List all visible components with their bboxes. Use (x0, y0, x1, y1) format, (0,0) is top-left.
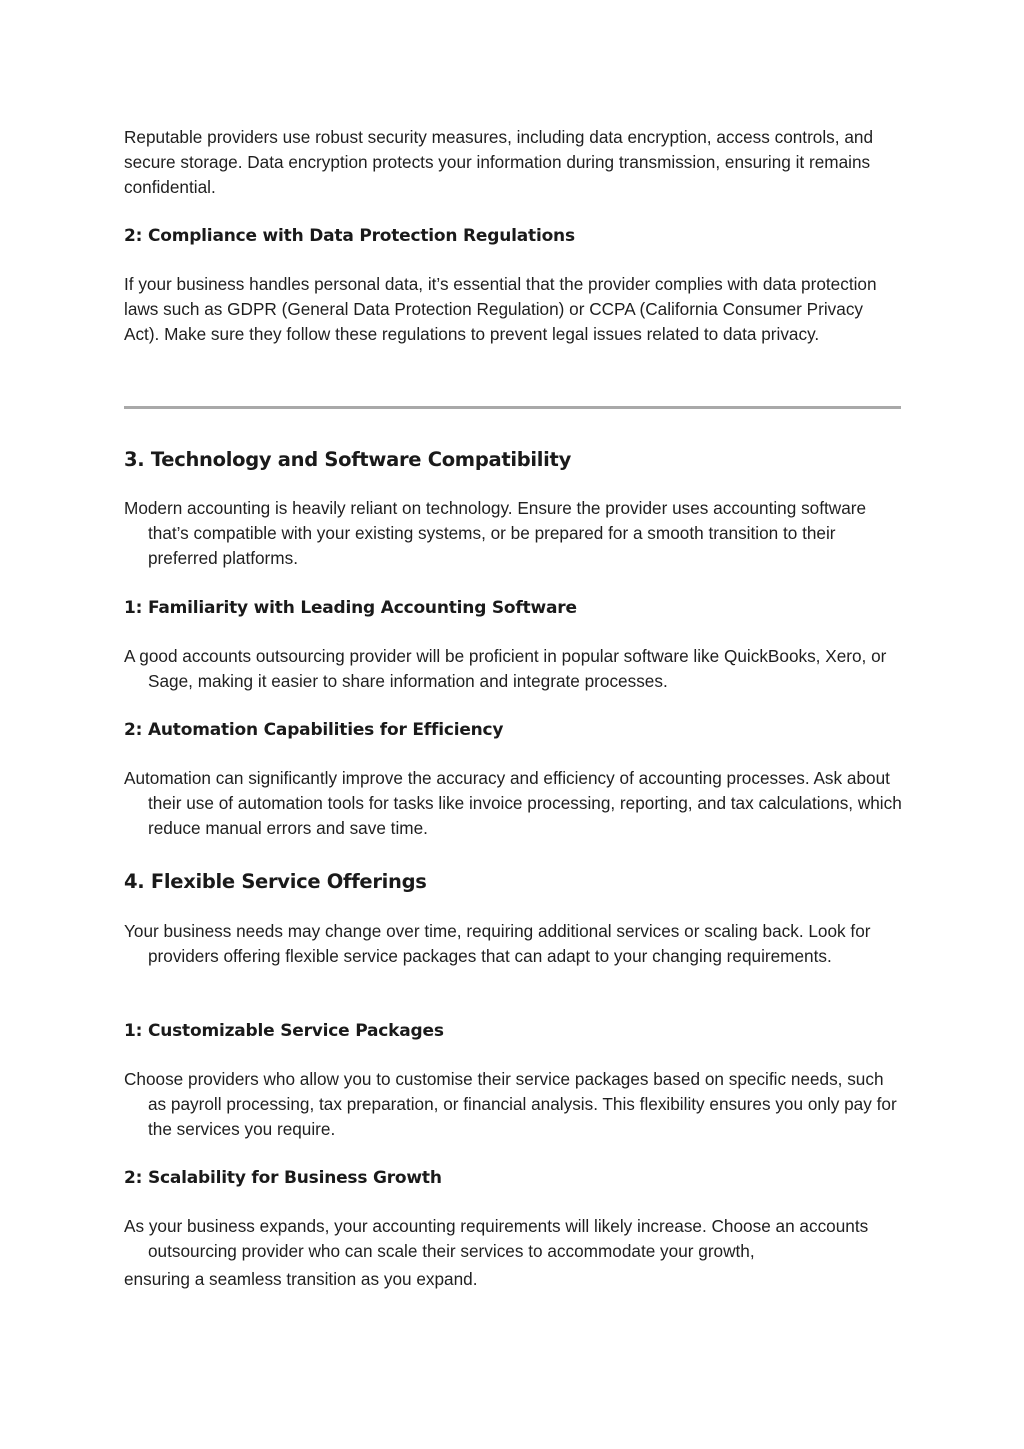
compliance-paragraph: If your business handles personal data, it’s essential that the provider complies with data protection laws such as GDPR (General Data Protection Regulation) or CCPA (California Consumer Privacy Act). Make sure they follow these regulations to prevent legal issues related to data privacy. (124, 274, 877, 344)
scalability-heading: 2: Scalability for Business Growth (124, 1168, 442, 1188)
customizable-paragraph: Choose providers who allow you to customise their service packages based on specific needs, such as payroll processing, tax preparation, or financial analysis. This flexibility ensures you only pay for the services you require. (124, 1069, 897, 1139)
compliance-heading: 2: Compliance with Data Protection Regulations (124, 226, 575, 246)
flexible-heading: 4. Flexible Service Offerings (124, 870, 427, 893)
scalability-paragraph-last-line: ensuring a seamless transition as you expand. (124, 1269, 478, 1289)
automation-paragraph: Automation can significantly improve the accuracy and efficiency of accounting processes. Ask about their use of automation tools for tasks like invoice processing, reporting, and tax calculations, which reduce manual errors and save time. (124, 768, 902, 838)
intro-paragraph: Reputable providers use robust security measures, including data encryption, access controls, and secure storage. Data encryption protects your information during transmission, ensuring it remains confidential. (124, 127, 874, 197)
familiarity-paragraph: A good accounts outsourcing provider will be proficient in popular software like QuickBooks, Xero, or Sage, making it easier to share information and integrate processes. (124, 646, 887, 691)
customizable-heading: 1: Customizable Service Packages (124, 1021, 444, 1041)
flexible-paragraph: Your business needs may change over time, requiring additional services or scaling back. Look for providers offering flexible service packages that can adapt to your changing requirements. (124, 921, 871, 966)
technology-heading: 3. Technology and Software Compatibility (124, 448, 571, 471)
familiarity-heading: 1: Familiarity with Leading Accounting Software (124, 598, 577, 618)
automation-heading: 2: Automation Capabilities for Efficiency (124, 720, 504, 740)
section-divider (124, 406, 901, 409)
scalability-paragraph: As your business expands, your accounting requirements will likely increase. Choose an accounts outsourcing provider who can scale their services to accommodate your growth, (124, 1216, 869, 1261)
technology-paragraph: Modern accounting is heavily reliant on technology. Ensure the provider uses accounting software that’s compatible with your existing systems, or be prepared for a smooth transition to their preferred platforms. (124, 498, 867, 568)
